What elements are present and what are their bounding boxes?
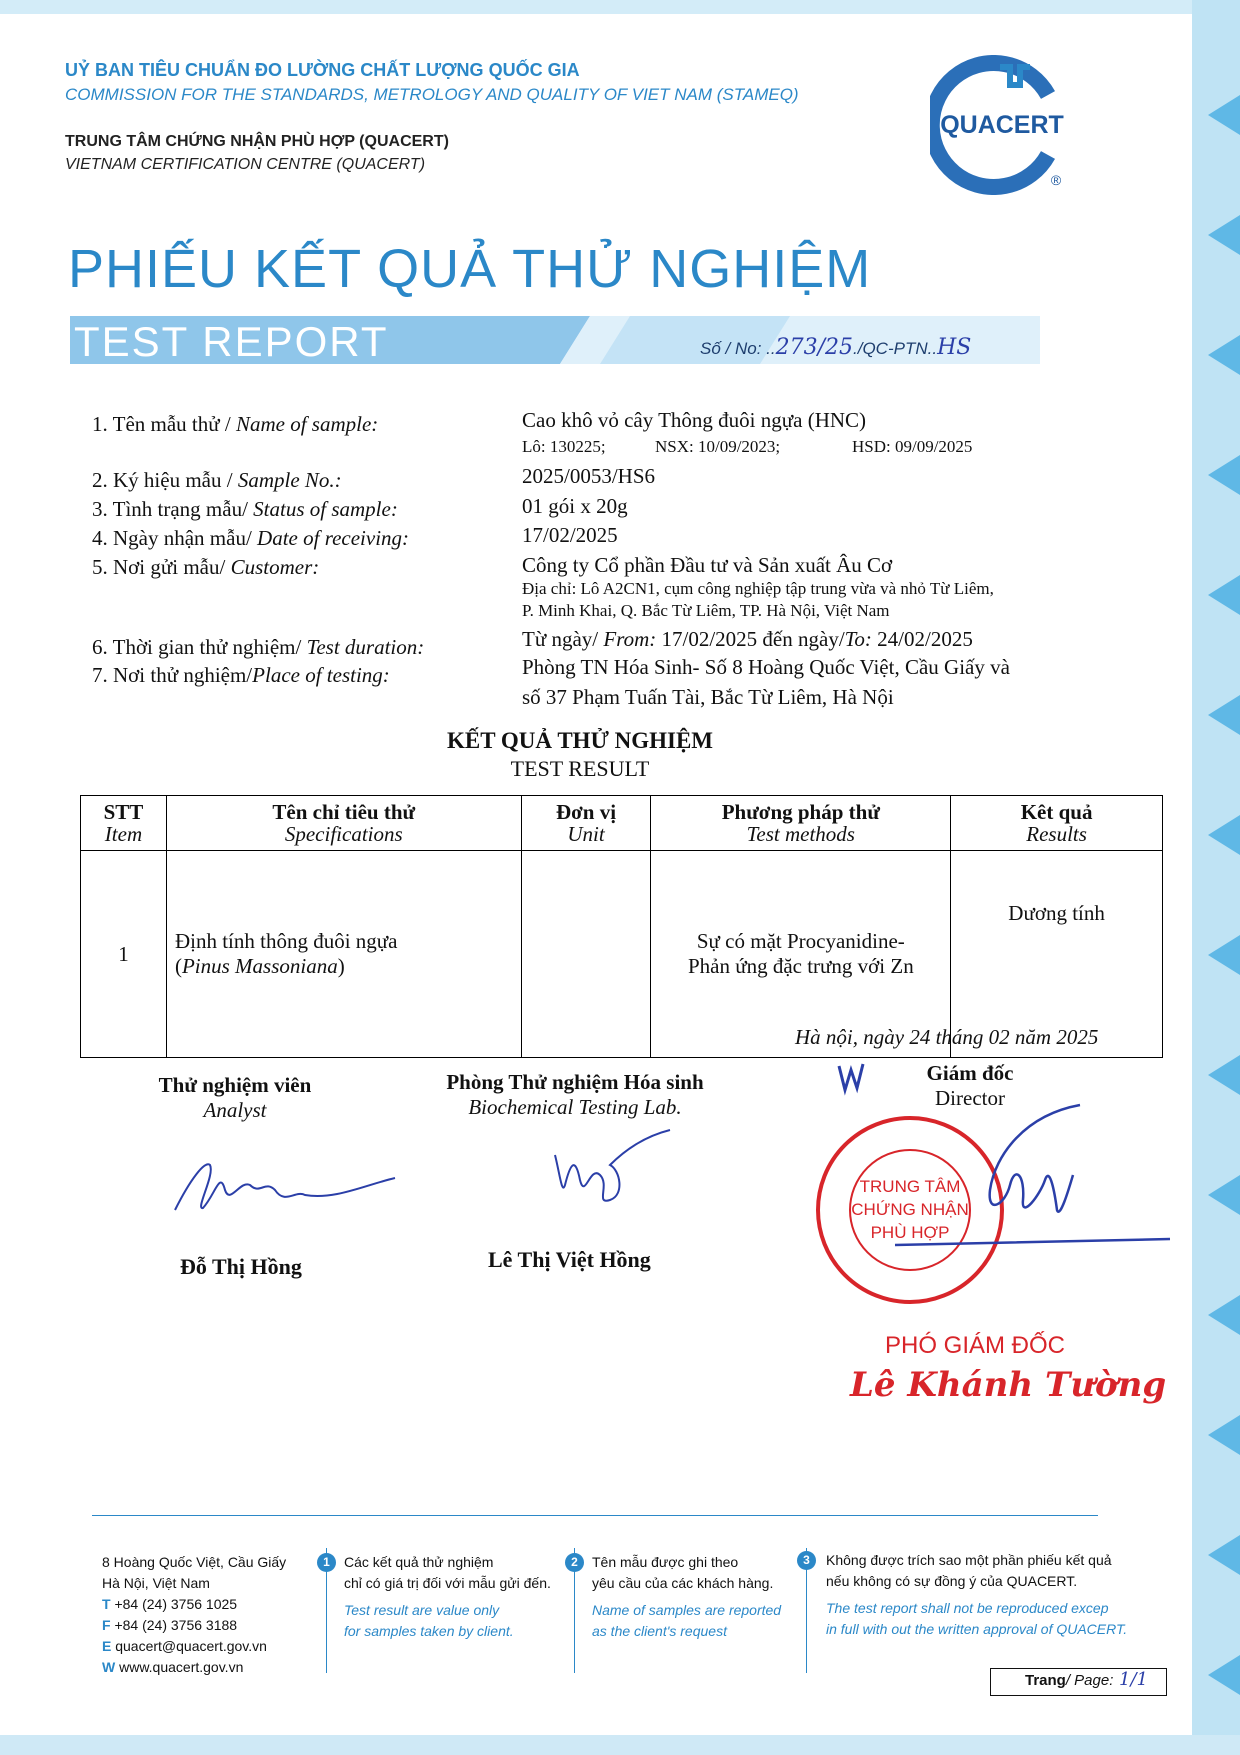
- quacert-logo: [930, 55, 1070, 195]
- page-number-box: Trang/ Page: 1/1: [990, 1668, 1167, 1696]
- director-signature: [875, 1095, 1175, 1265]
- cell-result: Dương tính: [951, 851, 1163, 1058]
- org-name-en: COMMISSION FOR THE STANDARDS, METROLOGY AND QUALITY OF VIET NAM (STAMEQ): [65, 85, 799, 104]
- report-title-vn: PHIẾU KẾT QUẢ THỬ NGHIỆM: [68, 239, 872, 299]
- place-line2: số 37 Phạm Tuấn Tài, Bắc Từ Liêm, Hà Nội: [522, 685, 894, 709]
- result-table: [80, 795, 1163, 1058]
- col-header-item: STT Item: [81, 796, 167, 851]
- report-number: Số / No: ..273/25./QC-PTN..HS: [700, 335, 972, 360]
- cell-unit: [521, 851, 651, 1058]
- note-2-badge: 2: [565, 1553, 584, 1572]
- analyst-name: Đỗ Thị Hồng: [180, 1254, 302, 1279]
- svg-text:CHỨNG NHẬN: CHỨNG NHẬN: [851, 1200, 969, 1219]
- svg-text:®: ®: [1050, 172, 1062, 188]
- col-header-result: Kêt quả Results: [951, 796, 1163, 851]
- analyst-title-en: Analyst: [203, 1098, 267, 1122]
- footer-note-2: Tên mẫu được ghi theo yêu cầu của các khách hàng. Name of samples are reported as the client's request: [592, 1554, 782, 1639]
- sample-exp-date: HSD: 09/09/2025: [852, 437, 973, 456]
- lab-title-vn: Phòng Thử nghiệm Hóa sinh: [446, 1070, 704, 1094]
- lab-title-en: Biochemical Testing Lab.: [468, 1095, 682, 1119]
- report-title-en: TEST REPORT: [74, 318, 389, 365]
- logo-text: QUACERT: [940, 111, 1064, 139]
- duration-value: Từ ngày/ From: 17/02/2025 đến ngày/To: 24/02/2025: [522, 627, 973, 651]
- note-1-badge: 1: [317, 1553, 336, 1572]
- svg-text:TRUNG TÂM: TRUNG TÂM: [859, 1177, 961, 1196]
- page-frame-right: [1192, 0, 1240, 1755]
- director-title-vn: Giám đốc: [926, 1061, 1014, 1085]
- page-frame-bottom: [0, 1735, 1240, 1755]
- receive-date-value: 17/02/2025: [522, 523, 618, 547]
- footer-phone: +84 (24) 3756 1025: [114, 1596, 238, 1612]
- result-title-vn: KẾT QUẢ THỬ NGHIỆM: [446, 728, 714, 753]
- sample-name-value: Cao khô vỏ cây Thông đuôi ngựa (HNC): [522, 408, 867, 432]
- place-line1: Phòng TN Hóa Sinh- Số 8 Hoàng Quốc Việt, Cầu Giấy và: [522, 655, 1010, 679]
- lab-head-name: Lê Thị Việt Hồng: [488, 1247, 651, 1272]
- footer-note-1: Các kết quả thử nghiệm chỉ có giá trị đối với mẫu gửi đến. Test result are value only for samples taken by client.: [344, 1554, 551, 1639]
- center-name-vn: TRUNG TÂM CHỨNG NHẬN PHÙ HỢP (QUACERT): [65, 133, 449, 150]
- footer-website[interactable]: www.quacert.gov.vn: [119, 1659, 244, 1675]
- sample-no-value: 2025/0053/HS6: [522, 464, 656, 488]
- col-header-unit: Đơn vị Unit: [521, 796, 651, 851]
- lab-block: [400, 1070, 750, 1120]
- analyst-block: [130, 1073, 340, 1123]
- footer-contact: 8 Hoàng Quốc Việt, Cầu Giấy Hà Nội, Việt Nam T +84 (24) 3756 1025 F +84 (24) 3756 3188 E quacert@quacert.gov.vn W www.quacert.gov.vn: [102, 1554, 287, 1675]
- note-3-badge: 3: [797, 1551, 816, 1570]
- status-value: 01 gói x 20g: [522, 494, 628, 518]
- vice-director-title: PHÓ GIÁM ĐỐC: [885, 1332, 1066, 1359]
- result-title-en: TEST RESULT: [510, 756, 650, 781]
- page-number: 1/1: [1119, 1669, 1148, 1690]
- director-title-en: Director: [935, 1086, 1005, 1110]
- org-name-vn: UỶ BAN TIÊU CHUẨN ĐO LƯỜNG CHẤT LƯỢNG QUỐC GIA: [65, 60, 580, 80]
- footer-email[interactable]: quacert@quacert.gov.vn: [115, 1638, 267, 1654]
- cell-method: Sự có mặt Procyanidine- Phản ứng đặc trưng với Zn: [651, 851, 951, 1058]
- customer-value: Công ty Cổ phần Đầu tư và Sản xuất Âu Cơ: [522, 553, 893, 577]
- cell-item: 1: [81, 851, 167, 1058]
- col-header-spec: Tên chỉ tiêu thử Specifications: [166, 796, 521, 851]
- check-mark-icon: [835, 1060, 865, 1096]
- cell-spec: Định tính thông đuôi ngựa (Pinus Massoniana): [166, 851, 521, 1058]
- customer-address-line1: Địa chỉ: Lô A2CN1, cụm công nghiệp tập trung vừa và nhỏ Từ Liêm,: [522, 579, 994, 598]
- col-header-method: Phương pháp thử Test methods: [651, 796, 951, 851]
- lab-signature: [540, 1125, 680, 1225]
- footer-divider: [92, 1515, 1098, 1516]
- report-number-value: 273/25: [775, 335, 853, 360]
- vice-director-name: Lê Khánh Tường: [850, 1365, 1167, 1405]
- sample-mfg-date: NSX: 10/09/2023;: [655, 437, 781, 456]
- sign-date: Hà nội, ngày 24 tháng 02 năm 2025: [795, 1025, 1099, 1049]
- footer-fax: +84 (24) 3756 3188: [114, 1617, 238, 1633]
- svg-text:PHÙ HỢP: PHÙ HỢP: [870, 1223, 950, 1242]
- analyst-title-vn: Thử nghiệm viên: [158, 1073, 312, 1097]
- page-frame-top: [0, 0, 1240, 14]
- customer-address-line2: P. Minh Khai, Q. Bắc Từ Liêm, TP. Hà Nội, Việt Nam: [522, 601, 890, 620]
- analyst-signature: [165, 1150, 405, 1225]
- footer-note-3: Không được trích sao một phần phiếu kết quả nếu không có sự đồng ý của QUACERT. The test report shall not be reproduced excep in full with out the written approval of QUACERT.: [826, 1552, 1128, 1637]
- table-header-row: [81, 796, 1163, 851]
- sample-lot: Lô: 130225;: [522, 437, 606, 456]
- center-name-en: VIETNAM CERTIFICATION CENTRE (QUACERT): [65, 156, 426, 173]
